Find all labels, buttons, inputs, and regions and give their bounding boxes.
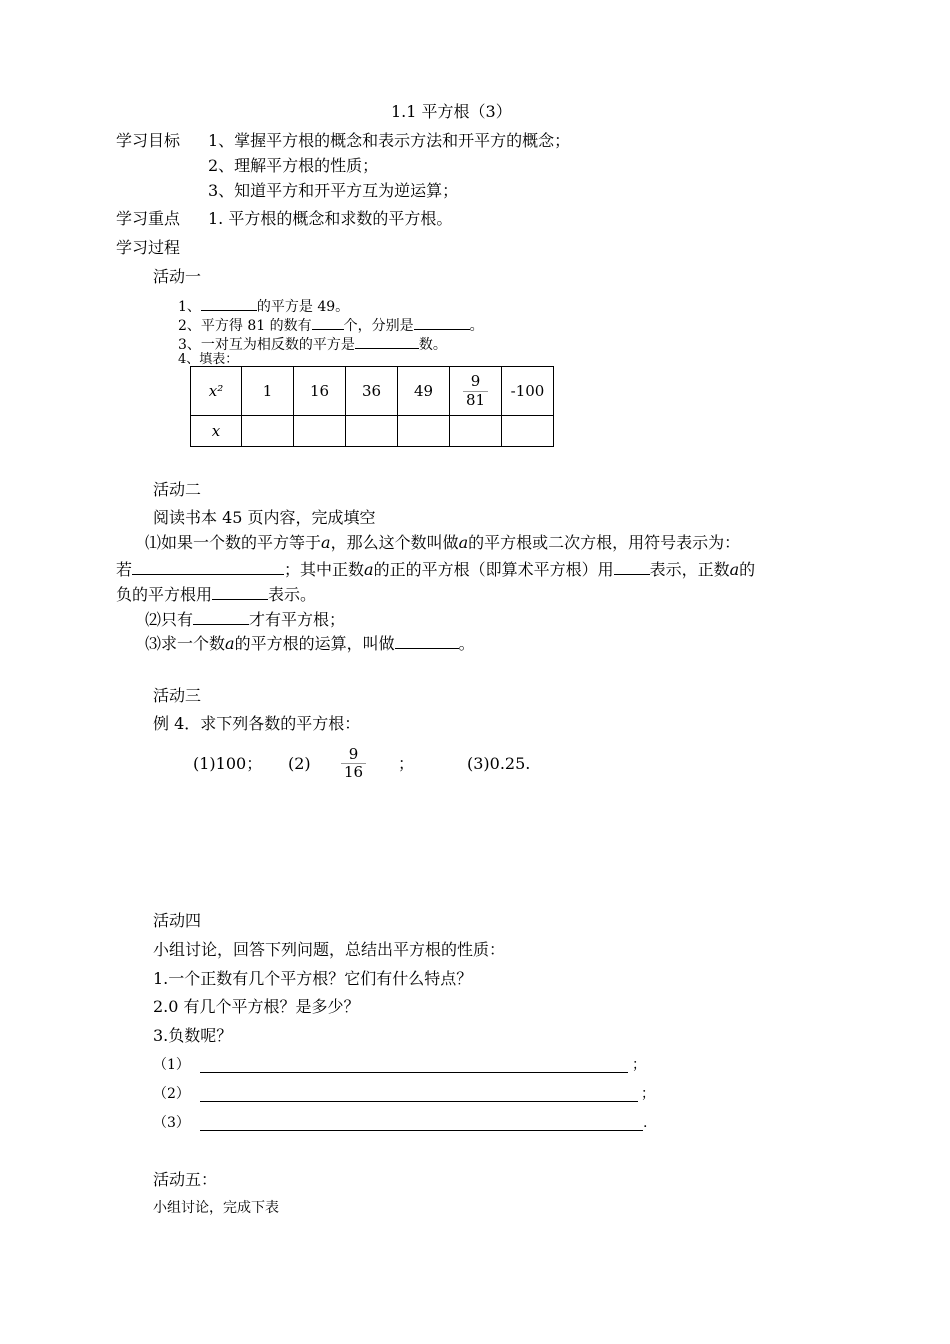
var-a: a <box>364 560 374 579</box>
q2-suffix: 。 <box>469 318 484 334</box>
example-item3: (3)0.25. <box>467 754 531 773</box>
p1-text: ；其中正数 <box>284 560 365 579</box>
negative-root-blank[interactable] <box>212 585 268 600</box>
answer-1-end: ； <box>632 1057 646 1073</box>
example-item2: (2) <box>288 754 311 773</box>
table-value-16: 16 <box>294 367 346 416</box>
table-value-neg100: -100 <box>502 367 554 416</box>
p2-text: 才有平方根； <box>249 610 346 629</box>
fraction-denominator: 81 <box>465 390 486 409</box>
fill-table <box>190 366 554 447</box>
table-value-36: 36 <box>346 367 398 416</box>
fraction <box>341 746 366 782</box>
table-answer-cell[interactable] <box>294 416 346 447</box>
table-value-49: 49 <box>398 367 450 416</box>
answer-3-end: . <box>643 1115 648 1131</box>
activity2-p3 <box>145 634 475 652</box>
q1-suffix: 的平方是 49。 <box>256 299 350 315</box>
activity4-intro: 小组讨论，回答下列问题，总结出平方根的性质： <box>153 940 506 959</box>
p1-text: 表示。 <box>268 585 317 604</box>
activity1-q2 <box>178 315 484 333</box>
q1-prefix: 1、 <box>178 299 201 315</box>
fraction-numerator: 9 <box>341 746 366 764</box>
var-a: a <box>458 533 469 552</box>
var-a: a <box>729 560 740 579</box>
p2-blank[interactable] <box>193 610 249 625</box>
q2-blank-count[interactable] <box>312 315 344 330</box>
table-answer-cell[interactable] <box>346 416 398 447</box>
table-head-x: x <box>191 416 242 447</box>
activity3-example: 例 4．求下列各数的平方根： <box>153 714 361 733</box>
answer-3-line[interactable] <box>200 1130 643 1131</box>
activity4-q3: 3.负数呢？ <box>153 1026 233 1045</box>
answer-1-line[interactable] <box>200 1072 628 1073</box>
activity2-p1-line1 <box>145 535 740 551</box>
answer-2-label: （2） <box>153 1086 190 1102</box>
p1-text: 的平方根或二次方根，用符号表示为： <box>468 533 741 552</box>
goal-1: 1、掌握平方根的概念和表示方法和开平方的概念； <box>208 131 571 150</box>
answer-1-label: （1） <box>153 1057 190 1073</box>
focus-text: 1. 平方根的概念和求数的平方根。 <box>208 209 453 228</box>
var-a: a <box>225 634 235 653</box>
table-answer-cell[interactable] <box>398 416 450 447</box>
table-value-fraction <box>450 367 502 416</box>
activity2-p1-line2 <box>116 560 755 578</box>
q2-mid: 个，分别是 <box>343 318 414 334</box>
p1-text: ，那么这个数叫做 <box>330 533 459 552</box>
activity4-q2: 2.0 有几个平方根？是多少？ <box>153 997 360 1016</box>
activity4-q1: 1.一个正数有几个平方根？它们有什么特点？ <box>153 969 473 988</box>
q1-blank[interactable] <box>201 296 257 311</box>
q3-suffix: 数。 <box>418 337 447 353</box>
p3-text: 的平方根的运算，叫做 <box>234 634 395 653</box>
focus-label: 学习重点 <box>116 209 181 228</box>
page-title: 1.1 平方根（3） <box>391 102 512 121</box>
activity4-heading: 活动四 <box>153 911 202 930</box>
p1-text: 若 <box>116 560 133 579</box>
fraction-numerator: 9 <box>463 373 488 391</box>
q3-blank[interactable] <box>355 334 419 349</box>
table-answer-cell[interactable] <box>242 416 294 447</box>
p1-text: 的正的平方根（即算术平方根）用 <box>373 560 614 579</box>
p2-text: ⑵只有 <box>145 610 194 629</box>
table-answer-cell[interactable] <box>450 416 502 447</box>
activity2-heading: 活动二 <box>153 480 202 499</box>
p1-text: 的 <box>739 560 756 579</box>
p1-text: 表示，正数 <box>649 560 730 579</box>
q2-blank-values[interactable] <box>414 315 470 330</box>
p1-text: 负的平方根用 <box>116 585 213 604</box>
symbol-blank[interactable] <box>132 560 284 575</box>
fraction <box>463 373 488 409</box>
activity3-heading: 活动三 <box>153 686 202 705</box>
example-item2-fraction <box>341 746 366 782</box>
table-answer-cell[interactable] <box>502 416 554 447</box>
table-value-1: 1 <box>242 367 294 416</box>
fraction-denominator: 16 <box>344 763 364 782</box>
p3-text: ⑶求一个数 <box>145 634 226 653</box>
activity1-q3 <box>178 334 447 352</box>
activity5-heading: 活动五： <box>153 1170 218 1189</box>
q2-prefix: 2、平方得 81 的数有 <box>178 318 312 334</box>
activity2-intro: 阅读书本 45 页内容，完成填空 <box>153 508 376 527</box>
activity1-heading: 活动一 <box>153 267 202 286</box>
p3-blank[interactable] <box>395 634 459 649</box>
q3-prefix: 3、一对互为相反数的平方是 <box>178 337 355 353</box>
positive-root-blank[interactable] <box>614 560 650 575</box>
answer-2-line[interactable] <box>200 1101 638 1102</box>
activity1-q4: 4、填表： <box>178 352 239 367</box>
activity2-p2 <box>145 610 345 628</box>
process-label: 学习过程 <box>116 238 181 257</box>
answer-2-end: ； <box>641 1086 655 1102</box>
example-item1: (1)100； <box>193 754 263 773</box>
answer-3-label: （3） <box>153 1115 190 1131</box>
table-head-x-squared: x² <box>191 367 242 416</box>
activity5-intro: 小组讨论，完成下表 <box>153 1200 279 1216</box>
goal-3: 3、知道平方和开平方互为逆运算； <box>208 181 459 200</box>
p1-text: ⑴如果一个数的平方等于 <box>145 533 322 552</box>
example-item2-end: ； <box>398 754 415 773</box>
var-a: a <box>321 533 331 552</box>
p3-text: 。 <box>458 634 475 653</box>
activity2-p1-line3 <box>116 585 316 603</box>
goal-2: 2、理解平方根的性质； <box>208 156 379 175</box>
goals-label: 学习目标 <box>116 131 181 150</box>
activity1-q1 <box>178 296 349 314</box>
